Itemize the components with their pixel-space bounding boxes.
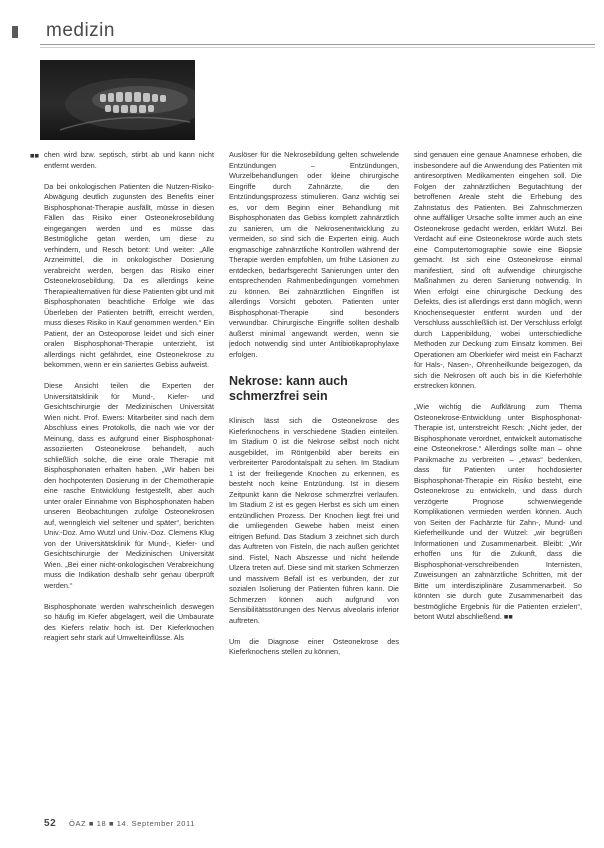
article-end-mark: ■■	[503, 612, 513, 621]
paragraph-text: „Wie wichtig die Aufklärung zum Thema Osteonekrose-Entwicklung unter Bisphosphonat-Therapie ist, unterstreicht Resch: „Nicht jeder, der Bisphosphonate verordnet, entwickelt automatische eine Osteonekrose.“ Allerdings sollte man – ohne Panikmache zu verbreiten – „etwas“ bedenken, dass für Patienten unter hochdosierter Bisphosphonat-Therapie ein Risiko besteht, eine Osteonekrose zu entwickeln, und dass durch verzögerte Prognose schwerwiegende Komplikationen vermieden werden können. Auch von Seiten der Fachärzte für Zahn-, Mund- und Kieferheilkunde und der Wutzel: „wir begrüßen Informationen und Zusammenarbeit. Bleibt: „Wir erhoffen uns für die Zukunft, dass die Bisphosphonat-verschreibenden Internisten, Zuweisungen an zahnärztliche Schritten, mit der Bitte um interdisziplinäre Zusammenarbeit. So könnten sie durch gute Zusammenarbeit das bestmögliche Ergebnis für die Patienten erzielen“, betont Wutzl abschließend.	[414, 402, 582, 621]
paragraph	[414, 402, 582, 623]
paragraph: Diese Ansicht teilen die Experten der Universitätsklinik für Mund-, Kiefer- und Gesichtschirurgie der Medizinischen Universität Wien nicht. Prof. Ewers: Mitarbeiter sind nach dem Abschluss eines Protokolls, die nach wie vor der Meinung, dass es aufgrund einer Bisphosphonat-assoziierten Osteonekrose behandelt, auch schließlich solche, die eine orale Therapie mit Bisphosphonaten erhalten haben. „Wir haben bei den hochpotenten Dosierung in der Chemotherapie eine rasche Entwicklung festgestellt, aber auch unter oraler Einnahme von Bisphosphonaten haben unseren Beobachtungen zufolge Osteonekrosen auf, wenngleich viel seltener und später“, berichten Univ.-Doz. Arno Wutzl und Univ.-Doz. Clemens Klug von der Universitätsklinik für Mund-, Kiefer- und Gesichtschirurgie der Medizinischen Universität Wien. „Bei einer nicht-onkologischen Verabreichung muss die Indikation deshalb sehr genau überprüft werden.“	[44, 381, 214, 590]
paragraph: chen wird bzw. septisch, stirbt ab und kann nicht entfernt werden.	[44, 150, 214, 170]
header-rule-secondary	[40, 47, 595, 48]
paragraph: Um die Diagnose einer Osteonekrose des Kieferknochens stellen zu können,	[229, 636, 399, 656]
header-photo-jaw-model	[40, 60, 195, 140]
paragraph: Auslöser für die Nekrosebildung gelten schwelende Entzündungen – Entzündungen, Wurzelbehandlungen oder kleine chirurgische Eingriffe durch Zahnärzte, die den Entzündungsprozess stimulieren. Ganz wichtig sei es, vor dem Beginn einer Behandlung mit Bisphosphonaten das Gebiss komplett zahnärztlich zu sanieren, um die Nekrosenentwicklung zu vermeiden, so sind sich die Experten einig. Auch engmaschige zahnärztliche Kontrollen während der Therapie werden empfohlen, um frühe Läsionen zu entdecken, bedarfsgerecht Sanierungen unter den entsprechenden Rahmenbedingungen vornehmen zu können. Bei zahnärztlichen Eingriffen ist allerdings Vorsicht geboten. Patienten unter Bisphosphonat-Therapie sind besonders verwundbar. Chirurgische Eingriffe sollten deshalb äußerst minimal angewandt werden, wenn sie jedoch notwendig sind unter Antibiotikaprophylaxe erfolgen.	[229, 150, 399, 359]
paragraph: Klinisch lässt sich die Osteonekrose des Kieferknochens in verschiedene Stadien einteilen. Im Stadium 0 ist die Nekrose selbst noch nicht ausgebildet, im Röntgenbild aber bereits ein verbreiterter Parodontalspalt zu sehen. Im Stadium 1 ist der freiliegende Knochen zu erkennen, es besteht noch keine Entzündung. Ist in diesem Zeitpunkt kann die Nekrose schmerzfrei verlaufen. Im Stadium 2 ist es gegen Herbst es sich um einen entzündlichen Prozess. Der Knochen liegt frei und die umliegenden Gewebe haben meist einen eitrigen Befund. Das Stadium 3 zeichnet sich durch das Auftreten von Fisteln, die nach außen gerichtet sind. Fistel, Nach Abszesse und nicht heilende Ulzera treten auf. Diese sind mit starken Schmerzen und massivem Befall ist es verbunden, der zur sozialen Isolierung der Patienten führen kann. Die Schmerzen können auch aufgrund von Sensibilitätsstörungen des Nervus alveolaris inferior auftreten.	[229, 416, 399, 625]
text-column-1	[44, 150, 214, 800]
header-rule	[40, 44, 595, 45]
issue-info: ÖAZ ■ 18 ■ 14. September 2011	[69, 819, 195, 828]
paragraph: sind genauen eine genaue Anamnese erhoben, die insbesondere auf die Anwendung des Patienten mit antiresorptiven Medikamenten eingehen soll. Die Folgen der zahnärztlichen Begutachtung der betroffenen Areale steht die Erhebung des Zahnstatus des Patienten. Bei Zahnschmerzen ohne auffälliger Ursache sollte immer auch an eine Osteonekrose gedacht werden, erklärt Wutzl. Bei Verdacht auf eine Osteonekrose würde auch stets eine Computertomographie sowie eine Biopsie gemacht. Ist sich eine Osteonekrose einmal manifestiert, sind oft aufwendige chirurgische Maßnahmen zu deren Sanierung notwendig. In Wien erfolgt eine chirurgische Deckung des Defekts, dies ist allerdings erst dann möglich, wenn Knochensequester entfernt wurden und der Verschluss ausschließlich ist. Der Verschluss erfolgt durch Lappenbildung, wobei unterschiedliche Methoden zur Deckung zum Einsatz kommen. Bei Operationen am Oberkiefer wird meist ein Facharzt für Hals-, Nasen-, Ohrenheilkunde beigezogen, da sich die Nekrosen oft auch bis in die Kieferhöhle erstrecken können.	[414, 150, 582, 390]
text-column-2	[229, 150, 399, 800]
section-marker-bar	[12, 26, 18, 38]
section-title: medizin	[46, 20, 115, 41]
page-number: 52	[44, 818, 57, 829]
article-subheading: Nekrose: kann auch schmerzfrei sein	[229, 374, 348, 403]
text-column-3	[414, 150, 582, 800]
paragraph: Da bei onkologischen Patienten die Nutzen-Risiko-Abwägung deutlich zugunsten des Benefits einer Bisphosphonat-Therapie ausfällt, müsse in diesen Fällen das Risiko einer Osteonekrosebildung eingegangen werden und es müsse das Bestmögliche getan werden, um diese zu verhindern, und Resch betont: Und weiter: „Alle Arzneimittel, die in onkologischer Dosierung verabreicht werden, bergen das Risiko einer Osteonekrosebildung. Da es allerdings keine Therapiealternativen für diese Patienten gibt und mit Bisphosphonaten beachtliche Erfolge wie das Überleben der Patienten betrifft, erreicht werden, muss dieses Risiko in Kauf genommen werden.“ Ein Patient, der an Osteoporose leidet und sich einer oralen Bisphosphonat-Therapie unterzieht, ist allerdings nicht gefährdet, eine Osteonekrose zu bekommen, wenn er ein saniertes Gebiss aufweist.	[44, 181, 214, 369]
article-continuation-mark: ■■	[30, 151, 40, 160]
page-footer	[44, 818, 195, 829]
paragraph: Bisphosphonate werden wahrscheinlich deswegen so häufig im Kiefer abgelagert, weil die Umbaurate des Kiefers relativ hoch ist. Der Kieferknochen reagiert sehr stark auf Umwelteinflüsse. Als	[44, 601, 214, 642]
